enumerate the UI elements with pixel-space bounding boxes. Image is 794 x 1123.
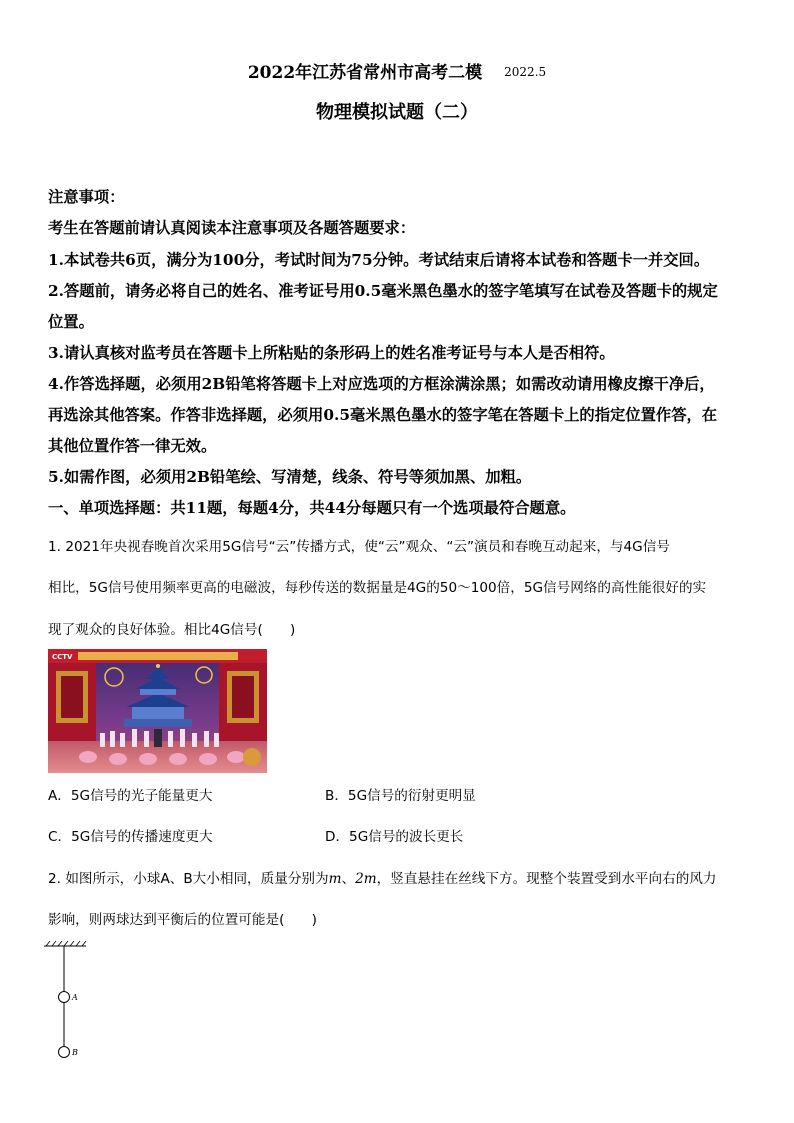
option-b: B．5G信号的衍射更明显 — [325, 788, 476, 804]
notice-line: 位置。 — [48, 313, 94, 331]
notice-line: 2.答题前，请务必将自己的姓名、准考证号用0.5毫米黑色墨水的签字笔填写在试卷及答题卡的规定 — [48, 282, 718, 300]
option-c: C．5G信号的传播速度更大 — [48, 829, 213, 845]
question-1-line: 1. 2021年央视春晚首次采用5G信号“云”传播方式，使“云”观众、“云”演员和春晚互动起来，与4G信号 — [48, 539, 670, 555]
page-title — [0, 58, 794, 83]
gala-stage-photo — [48, 649, 267, 773]
notice-intro: 考生在答题前请认真阅读本注意事项及各题答题要求： — [48, 219, 416, 237]
cctv-logo: CCTV — [52, 653, 73, 661]
question-2-line: 影响，则两球达到平衡后的位置可能是( ) — [48, 912, 317, 928]
question-number: 2. — [48, 871, 61, 887]
question-1-line: 现了观众的良好体验。相比4G信号( ) — [48, 622, 296, 638]
question-2-line: 2. 如图所示，小球A、B大小相同，质量分别为m、2m，竖直悬挂在丝线下方。现整个装置受到水平向右的风力 — [48, 871, 717, 887]
exam-date: 2022.5 — [504, 65, 547, 79]
page-subtitle: 物理模拟试题（二） — [316, 102, 478, 123]
ball-b — [59, 1047, 70, 1058]
mass-b: 2m — [355, 871, 377, 887]
ball-a-label: A — [72, 993, 78, 1002]
ceiling-hatch — [46, 941, 86, 946]
exam-title: 2022年江苏省常州市高考二模 — [247, 63, 483, 83]
notice-line: 4.作答选择题，必须用2B铅笔将答题卡上对应选项的方框涂满涂黑；如需改动请用橡皮擦干净后， — [48, 375, 715, 393]
notice-line: 再选涂其他答案。作答非选择题，必须用0.5毫米黑色墨水的签字笔在答题卡上的指定位置作答，在 — [48, 406, 718, 424]
hanging-balls-diagram — [42, 940, 102, 1066]
question-1-line: 相比，5G信号使用频率更高的电磁波，每秒传送的数据量是4G的50～100倍，5G信号网络的高性能很好的实 — [48, 580, 707, 596]
question-number: 1. — [48, 539, 61, 555]
ball-b-label: B — [72, 1048, 78, 1057]
hanging-balls-figure — [42, 940, 102, 1066]
notice-line: 其他位置作答一律无效。 — [48, 437, 217, 455]
notice-line: 5.如需作图，必须用2B铅笔绘、写清楚，线条、符号等须加黑、加粗。 — [48, 468, 532, 486]
notice-line: 3.请认真核对监考员在答题卡上所粘贴的条形码上的姓名准考证号与本人是否相符。 — [48, 344, 615, 362]
option-d: D．5G信号的波长更长 — [325, 829, 464, 845]
ball-a — [59, 992, 70, 1003]
mass-a: m — [328, 871, 342, 887]
option-a: A．5G信号的光子能量更大 — [48, 788, 213, 804]
notice-line: 1.本试卷共6页，满分为100分，考试时间为75分钟。考试结束后请将本试卷和答题卡一并交回。 — [48, 251, 710, 269]
section-heading: 一、单项选择题：共11题，每题4分，共44分每题只有一个选项最符合题意。 — [48, 499, 576, 517]
gala-stage-image — [48, 649, 267, 773]
notice-heading: 注意事项： — [48, 188, 125, 206]
